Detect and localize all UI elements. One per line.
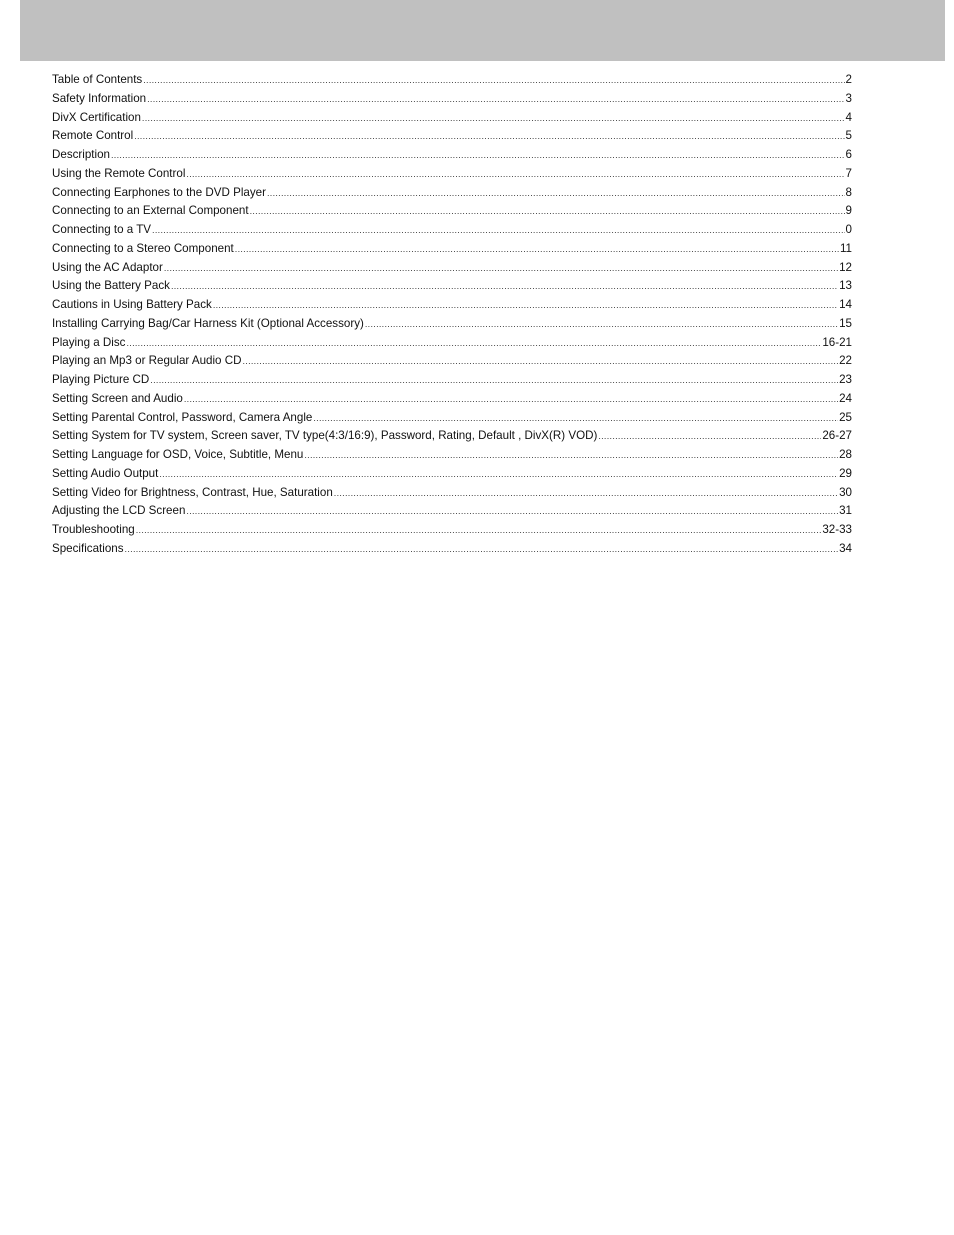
toc-entry-page: 25 [839, 410, 852, 424]
toc-entry-page: 12 [839, 260, 852, 274]
toc-entry-title: Playing an Mp3 or Regular Audio CD [52, 354, 242, 368]
toc-entry[interactable] [52, 317, 852, 336]
toc-entry-page: 4 [845, 110, 852, 124]
dot-leader [186, 506, 838, 516]
toc-entry-page: 28 [839, 448, 852, 461]
toc-entry-title: Connecting Earphones to the DVD Player [52, 185, 266, 199]
dot-leader [334, 488, 838, 498]
toc-entry[interactable] [52, 129, 852, 148]
dot-leader [598, 431, 821, 441]
toc-entry-page: 0 [845, 223, 852, 236]
dot-leader [313, 413, 838, 423]
dot-leader [242, 356, 838, 366]
toc-entry-page: 23 [839, 373, 852, 386]
table-of-contents [52, 73, 852, 561]
dot-leader [126, 338, 821, 348]
toc-entry[interactable] [52, 279, 852, 298]
toc-entry[interactable] [52, 467, 852, 486]
toc-entry-title: Installing Carrying Bag/Car Harness Kit (Optional Accessory) [52, 316, 364, 330]
toc-entry-title: DivX Certification [52, 110, 141, 124]
toc-entry[interactable] [52, 542, 852, 561]
dot-leader [235, 244, 839, 254]
dot-leader [143, 75, 844, 85]
toc-entry-page: 11 [839, 241, 852, 255]
dot-leader [111, 150, 845, 160]
header-bar [20, 0, 945, 61]
dot-leader [142, 113, 845, 123]
toc-entry-title: Cautions in Using Battery Pack [52, 298, 212, 311]
toc-entry-title: Connecting to an External Component [52, 204, 249, 218]
dot-leader [134, 131, 844, 141]
toc-entry-page: 8 [845, 185, 852, 199]
toc-entry[interactable] [52, 261, 852, 280]
toc-entry[interactable] [52, 298, 852, 317]
dot-leader [250, 206, 845, 216]
toc-entry-page: 13 [839, 279, 852, 293]
toc-entry-page: 15 [839, 316, 852, 330]
toc-entry-title: Using the Remote Control [52, 166, 186, 180]
toc-entry-page: 31 [839, 504, 852, 518]
toc-entry-page: 2 [845, 73, 852, 86]
toc-entry-title: Adjusting the LCD Screen [52, 504, 186, 518]
dot-leader [150, 375, 838, 385]
toc-entry[interactable] [52, 167, 852, 186]
toc-entry[interactable] [52, 111, 852, 130]
toc-entry-title: Setting Video for Brightness, Contrast, Hue, Saturation [52, 485, 333, 499]
dot-leader [147, 94, 844, 104]
toc-entry[interactable] [52, 354, 852, 373]
toc-entry-title: Safety Information [52, 91, 147, 105]
dot-leader [267, 188, 845, 198]
toc-entry-title: Playing Picture CD [52, 373, 150, 386]
dot-leader [186, 169, 844, 179]
toc-entry[interactable] [52, 523, 852, 542]
dot-leader [365, 319, 838, 329]
toc-entry-title: Setting Audio Output [52, 466, 159, 480]
toc-entry-title: Description [52, 148, 110, 161]
toc-entry-page: 14 [839, 298, 852, 311]
toc-entry-title: Setting Screen and Audio [52, 391, 183, 405]
toc-entry-page: 30 [839, 485, 852, 499]
toc-entry-title: Setting Parental Control, Password, Camera Angle [52, 410, 313, 424]
toc-entry-title: Playing a Disc [52, 335, 126, 349]
dot-leader [159, 469, 838, 479]
toc-entry-title: Connecting to a TV [52, 223, 152, 236]
toc-entry-page: 22 [839, 354, 852, 368]
dot-leader [164, 263, 838, 273]
toc-entry-page: 16-21 [822, 335, 852, 349]
toc-entry-title: Setting Language for OSD, Voice, Subtitle, Menu [52, 448, 304, 461]
toc-entry-page: 3 [845, 91, 852, 105]
toc-entry-title: Setting System for TV system, Screen saver, TV type(4:3/16:9), Password, Rating, Default , DivX(R) VOD) [52, 429, 598, 443]
dot-leader [184, 394, 838, 404]
toc-entry[interactable] [52, 242, 852, 261]
dot-leader [136, 525, 822, 535]
toc-entry-title: Table of Contents [52, 73, 143, 86]
toc-entry[interactable] [52, 336, 852, 355]
toc-entry[interactable] [52, 504, 852, 523]
toc-entry-title: Specifications [52, 541, 124, 555]
toc-entry[interactable] [52, 186, 852, 205]
toc-entry-title: Troubleshooting [52, 523, 135, 536]
toc-entry-title: Remote Control [52, 129, 134, 143]
toc-entry[interactable] [52, 204, 852, 223]
toc-entry[interactable] [52, 392, 852, 411]
dot-leader [152, 225, 845, 235]
toc-entry-title: Connecting to a Stereo Component [52, 241, 234, 255]
toc-entry[interactable] [52, 411, 852, 430]
toc-entry-page: 9 [845, 204, 852, 218]
toc-entry-page: 32-33 [822, 523, 852, 536]
toc-entry-page: 29 [839, 466, 852, 480]
toc-entry-page: 5 [845, 129, 852, 143]
toc-entry[interactable] [52, 73, 852, 92]
toc-entry[interactable] [52, 92, 852, 111]
dot-leader [213, 300, 838, 310]
toc-entry[interactable] [52, 223, 852, 242]
toc-entry-page: 24 [839, 391, 852, 405]
toc-entry-page: 7 [845, 166, 852, 180]
toc-entry-title: Using the Battery Pack [52, 279, 170, 293]
toc-entry[interactable] [52, 448, 852, 467]
toc-entry-title: Using the AC Adaptor [52, 260, 163, 274]
dot-leader [125, 544, 839, 554]
toc-entry-page: 6 [845, 148, 852, 161]
toc-entry-page: 26-27 [822, 429, 852, 443]
toc-entry[interactable] [52, 148, 852, 167]
toc-entry[interactable] [52, 429, 852, 448]
toc-entry-page: 34 [839, 541, 852, 555]
dot-leader [304, 450, 838, 460]
toc-entry[interactable] [52, 373, 852, 392]
dot-leader [171, 281, 838, 291]
toc-entry[interactable] [52, 486, 852, 505]
